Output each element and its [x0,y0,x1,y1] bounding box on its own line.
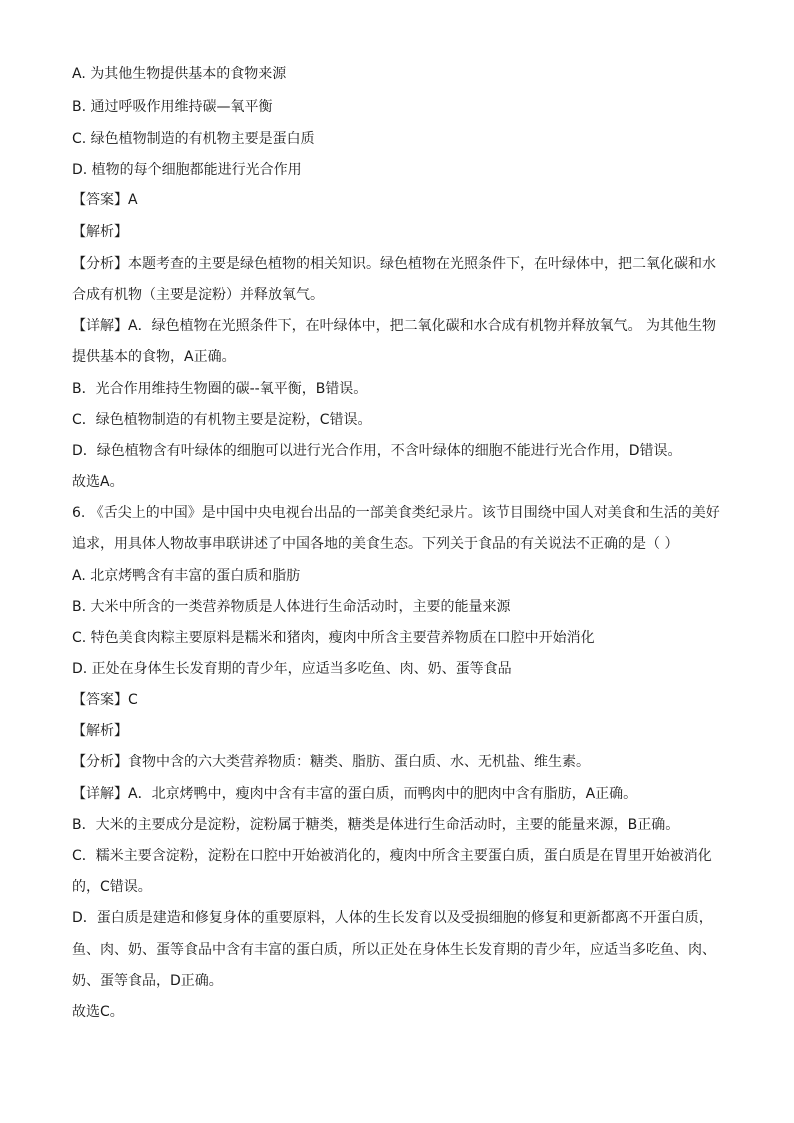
q5-conclusion: 故选A。 [72,474,124,490]
q6-analysis-heading: 【解析】 [72,723,128,739]
q5-fenxi-line-1: 【分析】本题考查的主要是绿色植物的相关知识。绿色植物在光照条件下，在叶绿体中，把二氧化碳和水 [72,256,716,272]
q5-xiangjie-line-4: C．绿色植物制造的有机物主要是淀粉，C错误。 [72,412,372,428]
q5-xiangjie-line-3: B．光合作用维持生物圈的碳--氧平衡，B错误。 [72,381,368,397]
q6-option-d: D. 正处在身体生长发育期的青少年，应适当多吃鱼、肉、奶、蛋等食品 [72,661,512,677]
q5-analysis-heading: 【解析】 [72,224,128,240]
q6-xiangjie-line-5: D．蛋白质是建造和修复身体的重要原料，人体的生长发育以及受损细胞的修复和更新都离不开蛋白质， [72,910,713,926]
q6-stem-line-1: 6. 《舌尖上的中国》是中国中央电视台出品的一部美食类纪录片。该节目围绕中国人对美食和生活的美好 [72,505,720,521]
q6-option-b: B. 大米中所含的一类营养物质是人体进行生命活动时，主要的能量来源 [72,599,511,615]
q6-fenxi: 【分析】食物中含的六大类营养物质：糖类、脂肪、蛋白质、水、无机盐、维生素。 [72,754,590,770]
q6-conclusion: 故选C。 [72,1004,124,1020]
q5-xiangjie-line-1: 【详解】A．绿色植物在光照条件下，在叶绿体中，把二氧化碳和水合成有机物并释放氧气。 为其他生物 [72,318,717,334]
q5-option-c: C. 绿色植物制造的有机物主要是蛋白质 [72,131,315,147]
q6-xiangjie-line-7: 奶、蛋等食品，D正确。 [72,973,223,989]
q6-stem-line-2: 追求，用具体人物故事串联讲述了中国各地的美食生态。下列关于食品的有关说法不正确的是（ ） [72,536,679,552]
q5-option-a: A. 为其他生物提供基本的食物来源 [72,66,287,82]
q6-xiangjie-line-1: 【详解】A．北京烤鸭中，瘦肉中含有丰富的蛋白质，而鸭肉中的肥肉中含有脂肪，A正确。 [72,786,638,802]
q6-option-a: A. 北京烤鸭含有丰富的蛋白质和脂肪 [72,568,301,584]
q6-option-c: C. 特色美食肉粽主要原料是糯米和猪肉，瘦肉中所含主要营养物质在口腔中开始消化 [72,630,595,646]
q6-xiangjie-line-2: B．大米的主要成分是淀粉，淀粉属于糖类，糖类是体进行生命活动时，主要的能量来源，B正确。 [72,817,680,833]
q5-xiangjie-line-2: 提供基本的食物，A正确。 [72,349,236,365]
q5-option-b: B. 通过呼吸作用维持碳—氧平衡 [72,99,273,115]
q6-answer: 【答案】C [72,692,138,708]
q6-xiangjie-line-4: 的，C错误。 [72,879,152,895]
q5-option-d: D. 植物的每个细胞都能进行光合作用 [72,162,302,178]
q5-answer: 【答案】A [72,192,138,208]
q6-xiangjie-line-6: 鱼、肉、奶、蛋等食品中含有丰富的蛋白质，所以正处在身体生长发育期的青少年，应适当多吃鱼、肉、 [72,942,716,958]
q6-xiangjie-line-3: C．糯米主要含淀粉，淀粉在口腔中开始被消化的，瘦肉中所含主要蛋白质，蛋白质是在胃里开始被消化 [72,848,712,864]
q5-fenxi-line-2: 合成有机物（主要是淀粉）并释放氧气。 [72,287,324,303]
q5-xiangjie-line-5: D．绿色植物含有叶绿体的细胞可以进行光合作用，不含叶绿体的细胞不能进行光合作用，D错误。 [72,443,682,459]
